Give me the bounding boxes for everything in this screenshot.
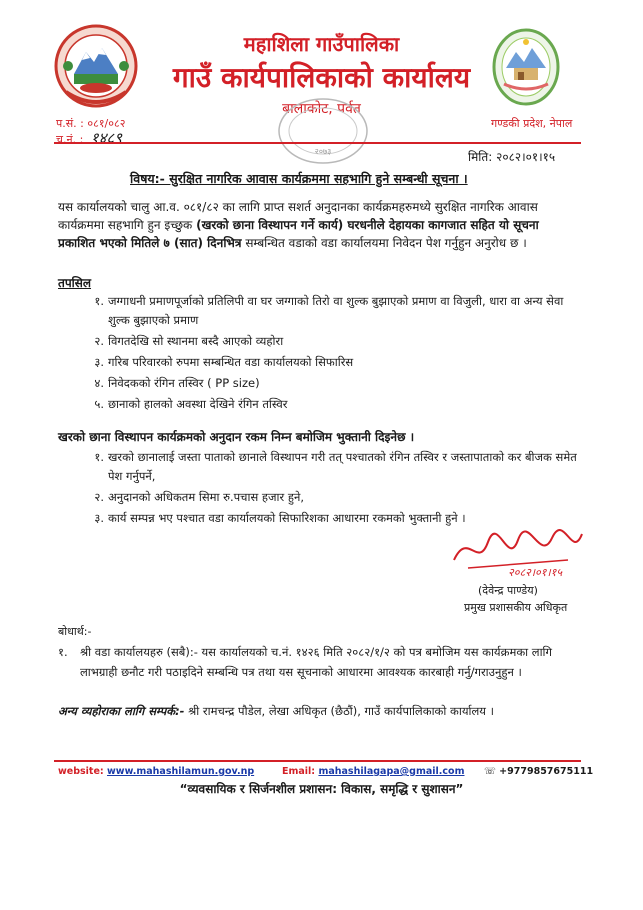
footer-motto: “व्यवसायिक र सिर्जनशील प्रशासन: विकास, समृद्धि र सुशासन” (179, 782, 464, 796)
list-item: ३. गरिब परिवारको रुपमा सम्बन्धित वडा कार्यालयको सिफारिस (94, 355, 354, 369)
email-label: Email: (282, 766, 316, 777)
office-name-line2: गाउँ कार्यपालिकाको कार्यालय (172, 61, 471, 94)
list-item: १. जग्गाधनी प्रमाणपूर्जाको प्रतिलिपी वा घर जग्गाको तिरो वा शुल्क बुझाएको प्रमाण वा विजुली, धारा वा अन्य सेवा शुल्क बुझाएको प्रमाण (94, 294, 564, 327)
list-item: ५. छानाको हालको अवस्था देखिने रंगिन तस्विर (94, 397, 288, 411)
date-value: २०८२।०१।१५ (496, 150, 556, 164)
office-name-line1: महाशिला गाउँपालिका (243, 32, 400, 56)
phone-number: ☏ +9779857675111 (484, 766, 594, 777)
bodharth-heading: बोधार्थ:- (58, 625, 92, 638)
footer-divider (54, 760, 581, 762)
list-item: ३. कार्य सम्पन्न भए पश्चात वडा कार्यालयको सिफारिशका आधारमा रकमको भुक्तानी हुने । (94, 511, 466, 525)
intro-part1: यस कार्यालयको चालु आ.व. ०८१/८२ का लागि प्राप्त सशर्त अनुदानका कार्यक्रमहरुमध्ये सुरक्षित नागरिक आवास कार्यक्रममा सहभागि हुन इच्छुक (58, 200, 538, 232)
contact-label: अन्य व्यहोराका लागि सम्पर्क:- (58, 704, 185, 718)
subject-line: विषय:- सुरक्षित नागरिक आवास कार्यक्रममा सहभागि हुने सम्बन्धी सूचना । (130, 171, 468, 186)
chalani-label: च.नं. : (56, 133, 84, 146)
website-label: website: (58, 766, 104, 777)
chalani-value: १४८९ (90, 129, 122, 147)
intro-part2: (खरको छाना विस्थापन गर्ने कार्य) घरधनीले देहायका कागजात सहित यो सूचना प्रकाशित भएको मितिले ७ (सात) दिनभित्र (58, 218, 539, 250)
website-group (58, 766, 254, 777)
email-group (282, 766, 464, 777)
date-label: मिति: (468, 150, 493, 164)
province-text: गण्डकी प्रदेश, नेपाल (491, 117, 573, 130)
bodharth-list (58, 642, 580, 684)
signatory-designation: प्रमुख प्रशासकीय अधिकृत (464, 601, 568, 614)
header-divider (54, 142, 581, 144)
email-link[interactable]: mahashilagapa@gmail.com (318, 766, 465, 777)
grant-list (78, 448, 578, 530)
list-item: २. विगतदेखि सो स्थानमा बस्दै आएको व्यहोरा (94, 334, 284, 348)
patra-sankhya-value: ०८१/०८२ (87, 117, 126, 130)
signature-date: २०८२।०१।१५ (508, 566, 563, 579)
list-item: ४. निवेदकको रंगिन तस्विर ( PP size) (94, 376, 260, 390)
grant-heading: खरको छाना विस्थापन कार्यक्रमको अनुदान रकम निम्न बमोजिम भुक्तानी दिइनेछ । (58, 430, 415, 444)
patra-sankhya-label: प.सं. : (56, 117, 84, 130)
list-item: २. अनुदानको अधिकतम सिमा रु.पचास हजार हुने, (94, 490, 305, 504)
office-stamp-icon (277, 96, 369, 166)
office-address: बालाकोट, पर्वत (282, 101, 361, 117)
contact-text: श्री रामचन्द्र पौडेल, लेखा अधिकृत (छैठौं), गाउँ कार्यपालिकाको कार्यालय । (184, 704, 494, 718)
intro-part3: सम्बन्धित वडाको वडा कार्यालयमा निवेदन पेश गर्नुहुन अनुरोध छ । (241, 236, 527, 250)
chalani-number (56, 128, 122, 148)
intro-paragraph (58, 198, 580, 252)
website-link[interactable]: www.mahashilamun.gov.np (107, 766, 255, 777)
tapasil-list (78, 292, 578, 416)
signature-icon (448, 520, 588, 580)
signatory-name: (देवेन्द्र पाण्डेय) (478, 584, 538, 597)
letter-date (468, 148, 555, 165)
tapasil-heading: तपसिल (58, 276, 92, 290)
stamp-text: २०७३ (314, 147, 332, 156)
list-item: १. श्री वडा कार्यालयहरु (सबै):- यस कार्यालयको च.नं. १४२६ मिति २०८२/१/२ को पत्र बमोजिम यस कार्यक्रमका लागि लाभग्राही छनौट गरी पठाइदिने सम्बन्धि पत्र तथा यस सूचनाको आधारमा आवश्यक कारबाही गर्नु/गराउनुहुन । (58, 645, 553, 679)
contact-line (58, 704, 588, 719)
list-item: १. खरको छानालाई जस्ता पाताको छानाले विस्थापन गरी तत् पश्चातको रंगिन तस्विर र जस्तापाताको कर बीजक समेत पेश गर्नुपर्ने, (94, 450, 577, 483)
